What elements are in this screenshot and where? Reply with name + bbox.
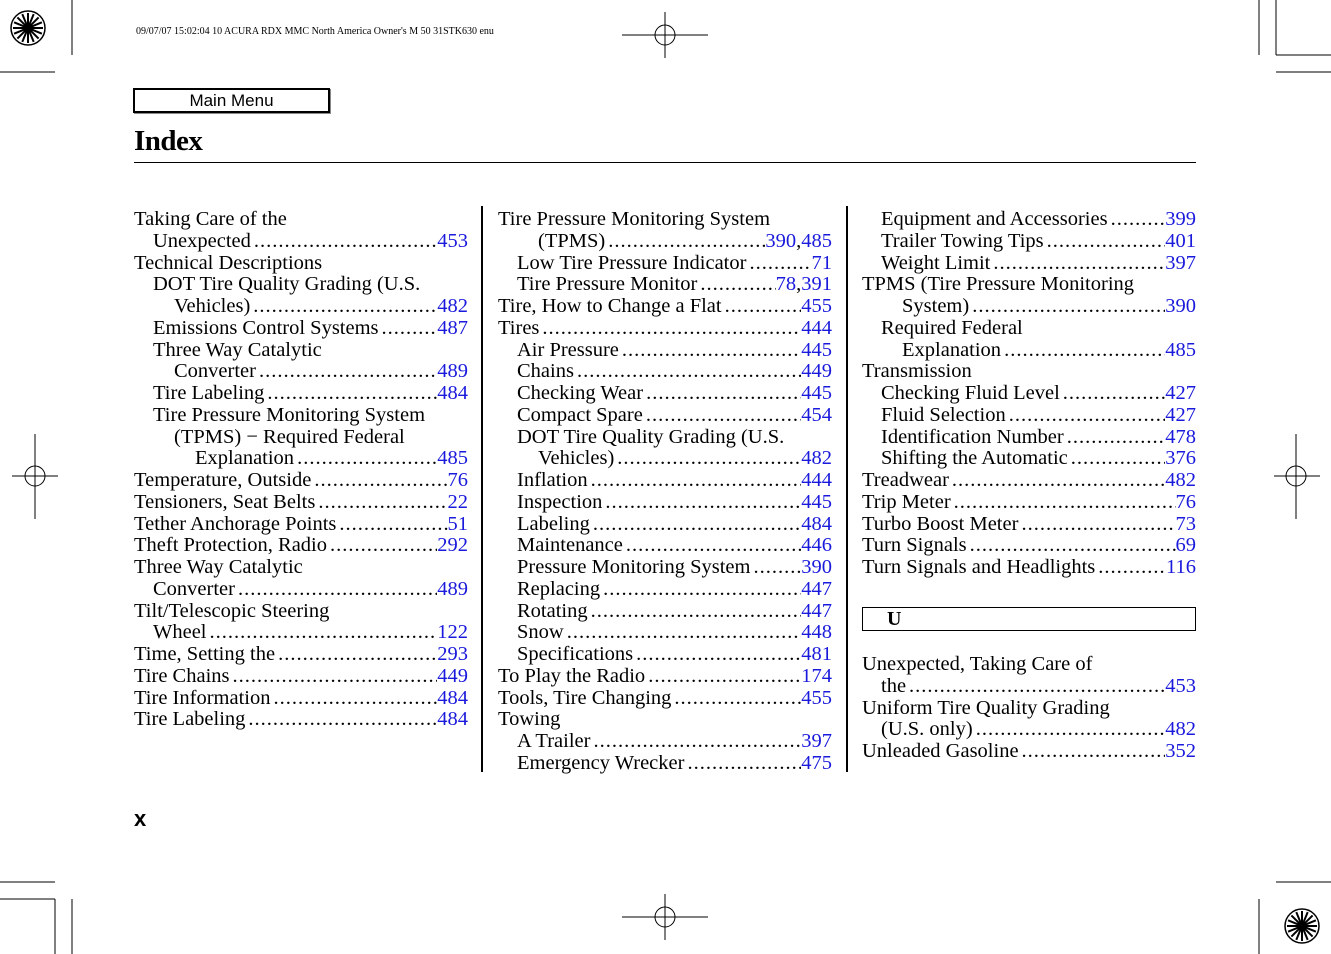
index-entry[interactable]: [862, 719, 1196, 741]
page-title: Index: [134, 125, 203, 157]
index-entry-text: Vehicles): [538, 447, 615, 470]
index-entry[interactable]: [498, 535, 832, 557]
page-link[interactable]: 448: [801, 621, 832, 644]
leader-dots: [697, 274, 775, 296]
leader-dots: [207, 622, 438, 644]
leader-dots: [564, 622, 802, 644]
index-entry-text: Wheel: [153, 621, 207, 644]
index-entry[interactable]: [498, 361, 832, 383]
page-link[interactable]: 73: [1175, 512, 1196, 535]
index-entry-text: Specifications: [517, 643, 634, 665]
leader-dots: [906, 676, 1165, 698]
page-link[interactable]: 485: [801, 229, 832, 252]
index-entry[interactable]: [498, 579, 832, 601]
index-entry-text: Theft Protection, Radio: [134, 534, 327, 557]
page-link[interactable]: 484: [437, 686, 468, 709]
page-link[interactable]: 445: [801, 338, 832, 361]
leader-dots: [230, 666, 438, 688]
leader-dots: [746, 253, 811, 275]
registration-mark-right: [1274, 434, 1320, 519]
page-separator: ,: [796, 229, 802, 252]
page-link[interactable]: 489: [437, 360, 468, 383]
leader-dots: [1001, 340, 1165, 362]
index-entry[interactable]: [498, 753, 832, 775]
section-letter-header: [862, 607, 1196, 631]
index-entry-text: Tire Labeling: [153, 382, 265, 404]
index-entry[interactable]: [498, 405, 832, 427]
index-entry[interactable]: [498, 448, 832, 470]
leader-dots: [969, 296, 1165, 318]
leader-dots: [250, 296, 437, 318]
index-entry-text: the: [881, 674, 907, 697]
index-entry-text: DOT Tire Quality Grading (U.S.: [517, 425, 785, 448]
leader-dots: [539, 318, 801, 340]
section-letter: U: [887, 608, 902, 630]
index-entry-text: Tire Information: [134, 686, 271, 709]
page-link[interactable]: 445: [801, 490, 832, 513]
index-entry[interactable]: [134, 296, 468, 318]
index-entry[interactable]: [134, 514, 468, 536]
page-link[interactable]: 478: [1165, 425, 1196, 448]
title-divider: [134, 162, 1196, 163]
leader-dots: [264, 383, 437, 405]
page-link[interactable]: 481: [801, 643, 832, 665]
leader-dots: [600, 579, 801, 601]
index-entry-text: Trip Meter: [862, 490, 951, 513]
leader-dots: [602, 492, 801, 514]
index-column-3-section-u: [862, 654, 1196, 763]
index-entry: [134, 209, 468, 231]
leader-dots: [684, 753, 801, 775]
index-entry[interactable]: [498, 318, 832, 340]
page-link[interactable]: 484: [437, 708, 468, 731]
leader-dots: [633, 644, 801, 666]
leader-dots: [379, 318, 438, 340]
page-link[interactable]: 482: [1165, 469, 1196, 491]
index-entry[interactable]: [134, 709, 468, 731]
leader-dots: [235, 579, 437, 601]
index-entry[interactable]: [862, 470, 1196, 492]
index-entry: [134, 274, 468, 296]
index-entry[interactable]: [134, 644, 468, 666]
page-link[interactable]: 51: [447, 512, 468, 535]
leader-dots: [590, 514, 801, 536]
index-entry[interactable]: [862, 253, 1196, 275]
leader-dots: [590, 731, 801, 753]
page-link[interactable]: 22: [447, 490, 468, 513]
index-column-3: [862, 209, 1196, 579]
index-entry: [134, 601, 468, 623]
index-entry: [862, 698, 1196, 720]
leader-dots: [643, 383, 801, 405]
index-entry-text: Snow: [517, 621, 564, 644]
leader-dots: [973, 719, 1166, 741]
page-link[interactable]: 447: [801, 577, 832, 600]
index-entry-text: Uniform Tire Quality Grading: [862, 696, 1110, 719]
index-entry: [498, 709, 832, 731]
page-link[interactable]: 485: [437, 447, 468, 470]
leader-dots: [327, 535, 437, 557]
index-entry: [134, 253, 468, 275]
index-entry[interactable]: [862, 448, 1196, 470]
leader-dots: [1068, 448, 1165, 470]
index-entry: [862, 274, 1196, 296]
index-entry[interactable]: [498, 622, 832, 644]
leader-dots: [645, 666, 801, 688]
index-entry[interactable]: [498, 253, 832, 275]
index-column-2: [498, 209, 832, 775]
index-entry-text: Turn Signals: [862, 534, 967, 557]
page-link[interactable]: 453: [1165, 674, 1196, 697]
index-entry-text: Inspection: [517, 490, 603, 513]
index-entry: [134, 340, 468, 362]
page-link[interactable]: 292: [437, 534, 468, 557]
index-entry-text: Tools, Tire Changing: [498, 686, 672, 709]
index-entry-text: Maintenance: [517, 534, 623, 557]
index-entry[interactable]: [498, 470, 832, 492]
index-entry-text: Required Federal: [881, 316, 1023, 339]
leader-dots: [605, 231, 765, 253]
leader-dots: [1019, 741, 1166, 763]
index-entry[interactable]: [134, 492, 468, 514]
page-link[interactable]: 484: [437, 382, 468, 404]
page-link[interactable]: 76: [447, 469, 468, 491]
index-entry[interactable]: [862, 340, 1196, 362]
index-entry-text: Shifting the Automatic: [881, 447, 1068, 470]
main-menu-button[interactable]: Main Menu: [133, 88, 330, 113]
index-entry-text: Inflation: [517, 469, 588, 491]
index-entry-text: Unleaded Gasoline: [862, 740, 1019, 762]
page-link[interactable]: 78: [775, 273, 797, 296]
page-link[interactable]: 122: [437, 621, 468, 644]
index-entry-text: Identification Number: [881, 425, 1064, 448]
index-entry-text: Tire Pressure Monitoring System: [498, 208, 771, 230]
index-entry-text: Tires: [498, 316, 540, 339]
index-entry[interactable]: [134, 535, 468, 557]
leader-dots: [623, 535, 801, 557]
page-link[interactable]: 293: [437, 643, 468, 665]
index-entry-text: Explanation: [902, 338, 1002, 361]
index-entry-text: Tire Pressure Monitoring System: [153, 403, 426, 426]
index-entry-text: Converter: [153, 577, 235, 600]
index-entry-text: Chains: [517, 360, 574, 383]
index-entry[interactable]: [134, 448, 468, 470]
index-entry-text: Temperature, Outside: [134, 469, 312, 491]
index-entry[interactable]: [862, 383, 1196, 405]
index-entry[interactable]: [862, 209, 1196, 231]
index-entry[interactable]: [862, 514, 1196, 536]
index-entry[interactable]: [134, 383, 468, 405]
page-link[interactable]: 69: [1175, 534, 1196, 557]
index-entry-text: Equipment and Accessories: [881, 208, 1108, 230]
index-entry-text: Turbo Boost Meter: [862, 512, 1019, 535]
leader-dots: [275, 644, 437, 666]
index-entry[interactable]: [134, 666, 468, 688]
page-link[interactable]: 71: [811, 251, 832, 274]
registration-mark-top: [622, 12, 708, 58]
leader-dots: [967, 535, 1176, 557]
index-entry[interactable]: [134, 579, 468, 601]
page-link[interactable]: 453: [437, 229, 468, 252]
registration-mark-left: [12, 434, 58, 519]
page-number: x: [134, 806, 147, 831]
index-entry[interactable]: [862, 231, 1196, 253]
index-entry-text: Three Way Catalytic: [153, 338, 322, 361]
index-entry-text: Air Pressure: [517, 338, 619, 361]
index-entry[interactable]: [862, 296, 1196, 318]
index-entry-text: Towing: [498, 708, 561, 731]
index-entry[interactable]: [498, 514, 832, 536]
index-entry[interactable]: [498, 492, 832, 514]
page-link[interactable]: 444: [801, 469, 832, 491]
page-link[interactable]: 174: [801, 664, 832, 687]
index-entry: [498, 209, 832, 231]
index-entry: [862, 318, 1196, 340]
index-entry-text: Emissions Control Systems: [153, 316, 379, 339]
index-entry[interactable]: [498, 557, 832, 579]
page-link[interactable]: 489: [437, 577, 468, 600]
index-entry[interactable]: [498, 274, 832, 296]
leader-dots: [951, 492, 1176, 514]
index-entry-text: Unexpected: [153, 229, 251, 252]
page-link[interactable]: 445: [801, 382, 832, 404]
index-entry[interactable]: [134, 231, 468, 253]
leader-dots: [294, 448, 437, 470]
leader-dots: [315, 492, 447, 514]
leader-dots: [574, 361, 801, 383]
index-entry: [498, 427, 832, 449]
leader-dots: [588, 601, 802, 623]
index-entry-text: (U.S. only): [881, 718, 973, 741]
index-entry: [134, 427, 468, 449]
leader-dots: [1006, 405, 1166, 427]
index-entry-text: Unexpected, Taking Care of: [862, 653, 1093, 675]
page-link[interactable]: 449: [801, 360, 832, 383]
page-link[interactable]: 449: [437, 664, 468, 687]
leader-dots: [619, 340, 801, 362]
index-entry[interactable]: [862, 676, 1196, 698]
page-link[interactable]: 352: [1165, 740, 1196, 762]
index-entry[interactable]: [498, 340, 832, 362]
leader-dots: [1108, 209, 1166, 231]
leader-dots: [614, 448, 801, 470]
index-entry[interactable]: [862, 405, 1196, 427]
index-entry-text: Turn Signals and Headlights: [862, 556, 1096, 578]
page-link[interactable]: 444: [801, 316, 832, 339]
index-entry[interactable]: [498, 296, 832, 318]
index-entry-text: Labeling: [517, 512, 590, 535]
page-link[interactable]: 376: [1165, 447, 1196, 470]
index-entry[interactable]: [862, 741, 1196, 763]
index-entry[interactable]: [862, 427, 1196, 449]
index-entry[interactable]: [498, 644, 832, 666]
index-entry-text: Tire Labeling: [134, 708, 246, 731]
page-link[interactable]: 455: [801, 295, 832, 317]
index-entry[interactable]: [498, 231, 832, 253]
index-entry-text: Emergency Wrecker: [517, 751, 685, 774]
page-link[interactable]: 482: [1165, 718, 1196, 741]
leader-dots: [270, 688, 437, 710]
leader-dots: [336, 514, 447, 536]
page-link[interactable]: 482: [437, 295, 468, 317]
page-link[interactable]: 447: [801, 599, 832, 622]
index-entry: [134, 557, 468, 579]
index-entry-text: Replacing: [517, 577, 601, 600]
index-entry-text: Transmission: [862, 360, 972, 383]
page-link[interactable]: 485: [1165, 338, 1196, 361]
page-link[interactable]: 455: [801, 686, 832, 709]
page-link[interactable]: 482: [801, 447, 832, 470]
page-link[interactable]: 399: [1165, 208, 1196, 230]
index-entry-text: Explanation: [195, 447, 295, 470]
leader-dots: [750, 557, 801, 579]
starburst-mark-top-left: [11, 11, 45, 45]
index-entry[interactable]: [862, 557, 1196, 579]
index-column-1: [134, 209, 468, 731]
index-entry-text: Compact Spare: [517, 403, 643, 426]
index-entry-text: TPMS (Tire Pressure Monitoring: [862, 273, 1135, 296]
leader-dots: [990, 253, 1165, 275]
leader-dots: [722, 296, 802, 318]
column-divider: [846, 206, 848, 772]
index-entry-text: Taking Care of the: [134, 208, 287, 230]
index-entry-text: Tilt/Telescopic Steering: [134, 599, 330, 622]
page-link[interactable]: 390: [765, 229, 797, 252]
index-entry-text: Tensioners, Seat Belts: [134, 490, 316, 513]
starburst-mark-bottom-right: [1285, 909, 1319, 943]
index-entry-text: Tire Pressure Monitor: [517, 273, 698, 296]
index-entry-text: (TPMS) − Required Federal: [174, 425, 405, 448]
page-link[interactable]: 427: [1165, 403, 1196, 426]
index-entry-text: Tether Anchorage Points: [134, 512, 337, 535]
page-link[interactable]: 116: [1166, 556, 1196, 578]
page-link[interactable]: 390: [801, 556, 832, 578]
print-job-header: 09/07/07 15:02:04 10 ACURA RDX MMC North America Owner's M 50 31STK630 enu: [136, 26, 494, 37]
index-entry-text: Time, Setting the: [134, 643, 276, 665]
leader-dots: [1095, 557, 1166, 579]
index-entry-text: A Trailer: [517, 730, 591, 752]
registration-mark-bottom: [622, 894, 708, 940]
index-entry[interactable]: [498, 688, 832, 710]
index-entry-text: DOT Tire Quality Grading (U.S.: [153, 273, 421, 296]
page-link[interactable]: 484: [801, 512, 832, 535]
leader-dots: [949, 470, 1165, 492]
index-entry-text: Tire Chains: [134, 664, 230, 687]
index-entry-text: Fluid Selection: [881, 403, 1006, 426]
index-entry: [862, 361, 1196, 383]
page-link[interactable]: 487: [437, 316, 468, 339]
index-entry: [862, 654, 1196, 676]
leader-dots: [1044, 231, 1166, 253]
index-entry-text: To Play the Radio: [498, 664, 646, 687]
page-link[interactable]: 397: [1165, 251, 1196, 274]
index-entry-text: Three Way Catalytic: [134, 556, 303, 578]
page-link[interactable]: 427: [1165, 382, 1196, 404]
leader-dots: [251, 231, 437, 253]
index-entry[interactable]: [134, 318, 468, 340]
index-entry-text: Weight Limit: [881, 251, 991, 274]
leader-dots: [256, 361, 437, 383]
page-separator: ,: [796, 273, 802, 296]
page-link[interactable]: 76: [1175, 490, 1196, 513]
column-divider: [481, 206, 483, 772]
leader-dots: [245, 709, 437, 731]
index-entry-text: Trailer Towing Tips: [881, 229, 1044, 252]
leader-dots: [311, 470, 447, 492]
index-entry[interactable]: [134, 470, 468, 492]
index-entry-text: System): [902, 295, 970, 317]
index-entry-text: Rotating: [517, 599, 588, 622]
index-entry[interactable]: [498, 601, 832, 623]
leader-dots: [588, 470, 802, 492]
index-entry: [134, 405, 468, 427]
index-entry-text: (TPMS): [538, 229, 606, 252]
index-entry-text: Technical Descriptions: [134, 251, 323, 274]
index-entry[interactable]: [498, 383, 832, 405]
index-entry[interactable]: [134, 622, 468, 644]
page-link[interactable]: 397: [801, 730, 832, 752]
index-entry[interactable]: [498, 666, 832, 688]
leader-dots: [643, 405, 801, 427]
index-entry[interactable]: [862, 492, 1196, 514]
page-link[interactable]: 446: [801, 534, 832, 557]
index-entry-text: Pressure Monitoring System: [517, 556, 751, 578]
index-entry-text: Tire, How to Change a Flat: [498, 295, 722, 317]
index-entry-text: Checking Wear: [517, 382, 644, 404]
index-entry-text: Vehicles): [174, 295, 251, 317]
leader-dots: [1064, 427, 1166, 449]
index-entry-text: Low Tire Pressure Indicator: [517, 251, 747, 274]
leader-dots: [671, 688, 801, 710]
index-entry-text: Checking Fluid Level: [881, 382, 1060, 404]
page-link[interactable]: 475: [801, 751, 832, 774]
index-entry[interactable]: [134, 361, 468, 383]
page-link[interactable]: 391: [801, 273, 832, 296]
index-entry-text: Treadwear: [862, 469, 949, 491]
leader-dots: [1060, 383, 1165, 405]
index-entry[interactable]: [862, 535, 1196, 557]
index-entry[interactable]: [498, 731, 832, 753]
page-link[interactable]: 454: [801, 403, 832, 426]
index-entry[interactable]: [134, 688, 468, 710]
leader-dots: [1018, 514, 1175, 536]
index-entry-text: Converter: [174, 360, 256, 383]
page-link[interactable]: 390: [1165, 295, 1196, 317]
page-link[interactable]: 401: [1165, 229, 1196, 252]
